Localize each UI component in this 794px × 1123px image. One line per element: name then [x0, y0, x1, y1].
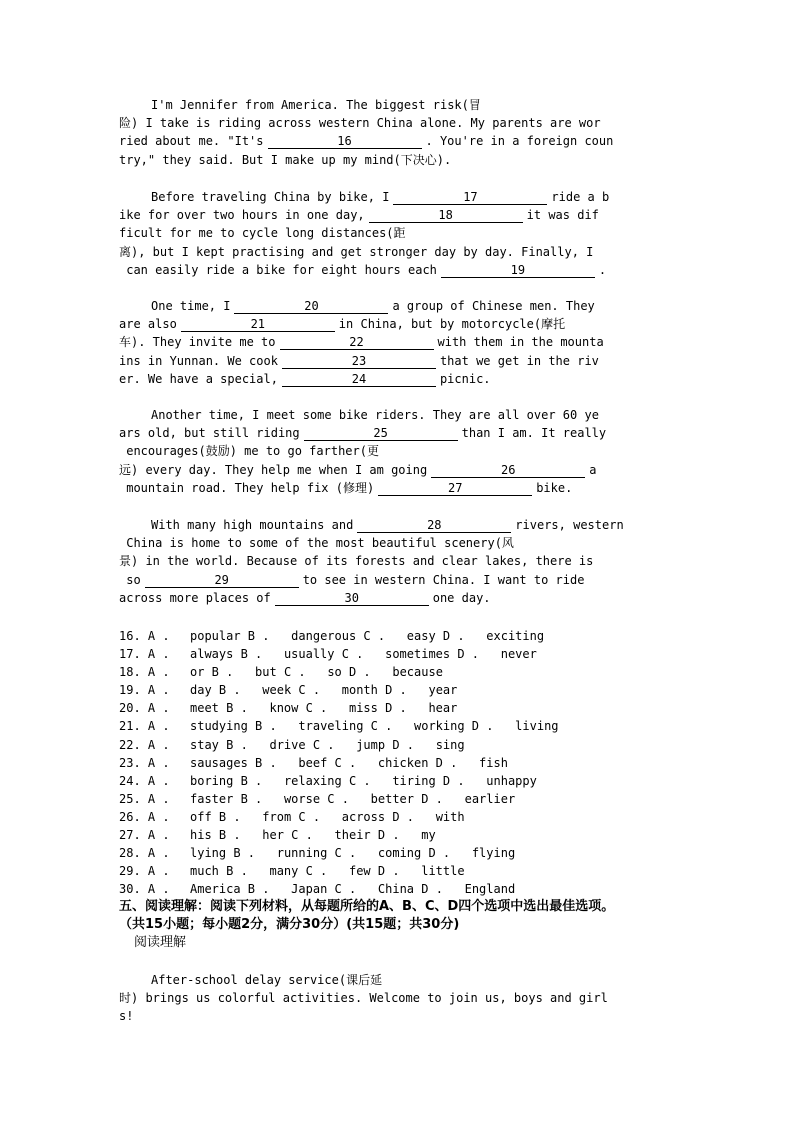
text-line: With many high mountains and — [151, 518, 354, 532]
text-line: . — [598, 262, 607, 277]
option: across D . — [341, 809, 414, 824]
option: jump D . — [356, 737, 414, 752]
option: unhappy — [486, 773, 537, 788]
option: drive C . — [269, 737, 335, 752]
option: her C . — [262, 828, 313, 843]
question-row — [119, 699, 679, 717]
question-number: 18. A . — [119, 665, 170, 680]
option: know C . — [269, 701, 328, 716]
question-number: 24. A . — [119, 773, 170, 788]
question-number: 17. A . — [119, 647, 170, 662]
option: easy D . — [406, 629, 465, 643]
option: off B . — [190, 809, 241, 824]
text-line: bike. — [536, 480, 573, 495]
option: hear — [428, 701, 458, 716]
paragraph-5 — [119, 516, 674, 607]
question-number: 26. A . — [119, 809, 170, 824]
option: chicken D . — [377, 755, 458, 770]
blank-27: 27 — [378, 481, 532, 496]
question-row — [119, 645, 679, 663]
paragraph-3 — [119, 297, 674, 388]
blank-23: 23 — [282, 354, 436, 369]
option: much B . — [190, 864, 248, 879]
option: running C . — [276, 846, 357, 861]
text-line: ficult for me to cycle long distances(距 — [119, 226, 406, 241]
text-line: 险) I take is riding across western China alone. My parents are wor — [119, 116, 601, 131]
question-number: 25. A . — [119, 791, 170, 806]
option: usually C . — [283, 647, 364, 662]
blank-22: 22 — [280, 335, 434, 350]
text-line: 时) brings us colorful activities. Welcome to join us, boys and girl — [119, 991, 608, 1006]
option: few D . — [348, 864, 400, 879]
option: stay B . — [190, 737, 248, 752]
option: better D . — [370, 791, 443, 806]
text-line: encourages(鼓励) me to go farther(更 — [126, 444, 379, 459]
option: never — [500, 647, 537, 662]
text-line: a — [589, 462, 597, 477]
option: from C . — [262, 809, 321, 824]
options-list — [119, 627, 679, 898]
text-line: 景) in the world. Because of its forests and clear lakes, there is — [119, 554, 594, 569]
blank-24: 24 — [282, 372, 436, 387]
option: fish — [479, 755, 508, 770]
paragraph-4 — [119, 406, 674, 497]
option: beef C . — [298, 755, 357, 770]
option: sometimes D . — [385, 647, 480, 662]
text-line: ride a b — [551, 190, 610, 204]
option: his B . — [190, 828, 241, 843]
text-line: are also — [119, 317, 177, 332]
text-line: with them in the mounta — [437, 335, 604, 350]
option: popular B . — [190, 629, 270, 643]
text-line: try," they said. But I make up my mind(下决心). — [119, 152, 452, 167]
option: America B . — [190, 882, 270, 897]
question-number: 29. A . — [119, 864, 170, 879]
option: many C . — [269, 864, 328, 879]
question-number: 23. A . — [119, 755, 170, 770]
option: sing — [435, 737, 465, 752]
option: week C . — [262, 683, 321, 698]
question-number: 22. A . — [119, 737, 170, 752]
question-row — [119, 754, 679, 772]
question-number: 27. A . — [119, 828, 170, 843]
option: because — [392, 665, 443, 680]
text-line: can easily ride a bike for eight hours each — [126, 262, 437, 277]
text-line: . You're in a foreign coun — [425, 134, 614, 149]
question-number: 30. A . — [119, 882, 170, 897]
option: always B . — [190, 647, 263, 662]
option: flying — [471, 846, 516, 861]
option: year — [428, 683, 458, 698]
question-row — [119, 627, 679, 645]
option: my — [421, 828, 436, 843]
blank-28: 28 — [357, 518, 511, 533]
option: faster B . — [190, 791, 263, 806]
text-line: s! — [119, 1009, 134, 1024]
question-row — [119, 808, 679, 826]
option: but C . — [255, 665, 306, 680]
blank-29: 29 — [145, 573, 299, 588]
text-line: picnic. — [439, 371, 491, 386]
section-heading: 五、阅读理解：阅读下列材料，从每题所给的A、B、C、D四个选项中选出最佳选项。 — [119, 899, 615, 914]
text-line: in China, but by motorcycle(摩托 — [338, 317, 566, 332]
text-line: Another time, I meet some bike riders. They are all over 60 ye — [151, 408, 599, 422]
question-row — [119, 736, 679, 754]
option: day B . — [190, 683, 241, 698]
text-line: than I am. It really — [461, 426, 607, 441]
section-scoring: （共15小题；每小题2分，满分30分）(共15题；共30分) — [119, 917, 460, 932]
text-line: mountain road. They help fix (修理) — [126, 480, 375, 495]
blank-18: 18 — [369, 208, 523, 223]
text-line: ike for over two hours in one day, — [119, 208, 365, 223]
option: studying B . — [190, 719, 277, 734]
question-row — [119, 862, 679, 880]
option: meet B . — [190, 701, 248, 716]
option: Japan C . — [291, 882, 357, 897]
option: sausages B . — [190, 755, 277, 770]
option: lying B . — [190, 846, 256, 861]
blank-21: 21 — [181, 317, 335, 332]
question-number: 16. A . — [119, 629, 170, 643]
text-line: so — [126, 572, 141, 587]
blank-20: 20 — [234, 299, 388, 314]
option: coming D . — [377, 846, 451, 861]
section-label: 阅读理解 — [134, 935, 187, 950]
option: so D . — [327, 665, 371, 680]
question-number: 21. A . — [119, 719, 170, 734]
text-line: it was dif — [526, 208, 599, 223]
question-row — [119, 844, 679, 862]
text-line: After-school delay service(课后延 — [151, 973, 383, 987]
text-line: rivers, western — [515, 518, 624, 532]
text-line: Before traveling China by bike, I — [151, 190, 390, 204]
blank-26: 26 — [431, 463, 585, 478]
option: England — [464, 882, 516, 897]
question-row — [119, 772, 679, 790]
option: their D . — [334, 828, 400, 843]
text-line: 车). They invite me to — [119, 335, 276, 350]
text-line: I'm Jennifer from America. The biggest risk(冒 — [151, 98, 481, 112]
option: tiring D . — [392, 773, 465, 788]
option: working D . — [414, 719, 494, 734]
question-number: 20. A . — [119, 701, 170, 716]
blank-19: 19 — [441, 263, 595, 278]
option: exciting — [486, 629, 545, 643]
text-line: a group of Chinese men. They — [392, 299, 595, 313]
option: month D . — [341, 683, 407, 698]
text-line: to see in western China. I want to ride — [302, 572, 585, 587]
question-row — [119, 790, 679, 808]
option: earlier — [464, 791, 516, 806]
option: miss D . — [348, 701, 407, 716]
text-line: 离), but I kept practising and get stronger day by day. Finally, I — [119, 244, 594, 259]
text-line: er. We have a special, — [119, 371, 278, 386]
question-row — [119, 717, 679, 735]
blank-30: 30 — [275, 591, 429, 606]
option: or B . — [190, 665, 234, 680]
text-line: across more places of — [119, 590, 271, 605]
question-row — [119, 880, 679, 898]
option: worse C . — [283, 791, 349, 806]
blank-16: 16 — [268, 134, 422, 149]
paragraph-2 — [119, 188, 674, 279]
text-line: One time, I — [151, 299, 231, 313]
reading-passage-intro — [119, 971, 674, 1026]
option: relaxing C . — [283, 773, 371, 788]
text-line: that we get in the riv — [439, 353, 599, 368]
option: boring B . — [190, 773, 263, 788]
option: traveling C . — [298, 719, 393, 734]
option: little — [421, 864, 465, 879]
paragraph-1 — [119, 96, 674, 169]
blank-25: 25 — [304, 426, 458, 441]
question-number: 19. A . — [119, 683, 170, 698]
text-line: ars old, but still riding — [119, 426, 300, 441]
text-line: China is home to some of the most beautiful scenery(风 — [126, 536, 514, 551]
text-line: ins in Yunnan. We cook — [119, 353, 278, 368]
option: with — [435, 809, 465, 824]
question-row — [119, 663, 679, 681]
text-line: 远) every day. They help me when I am going — [119, 462, 428, 477]
question-number: 28. A . — [119, 846, 170, 861]
blank-17: 17 — [393, 190, 547, 205]
text-line: one day. — [432, 590, 491, 605]
text-line: ried about me. "It's — [119, 134, 264, 149]
question-row — [119, 681, 679, 699]
option: dangerous C . — [291, 629, 386, 643]
option: China D . — [377, 882, 443, 897]
question-row — [119, 826, 679, 844]
option: living — [515, 719, 559, 734]
